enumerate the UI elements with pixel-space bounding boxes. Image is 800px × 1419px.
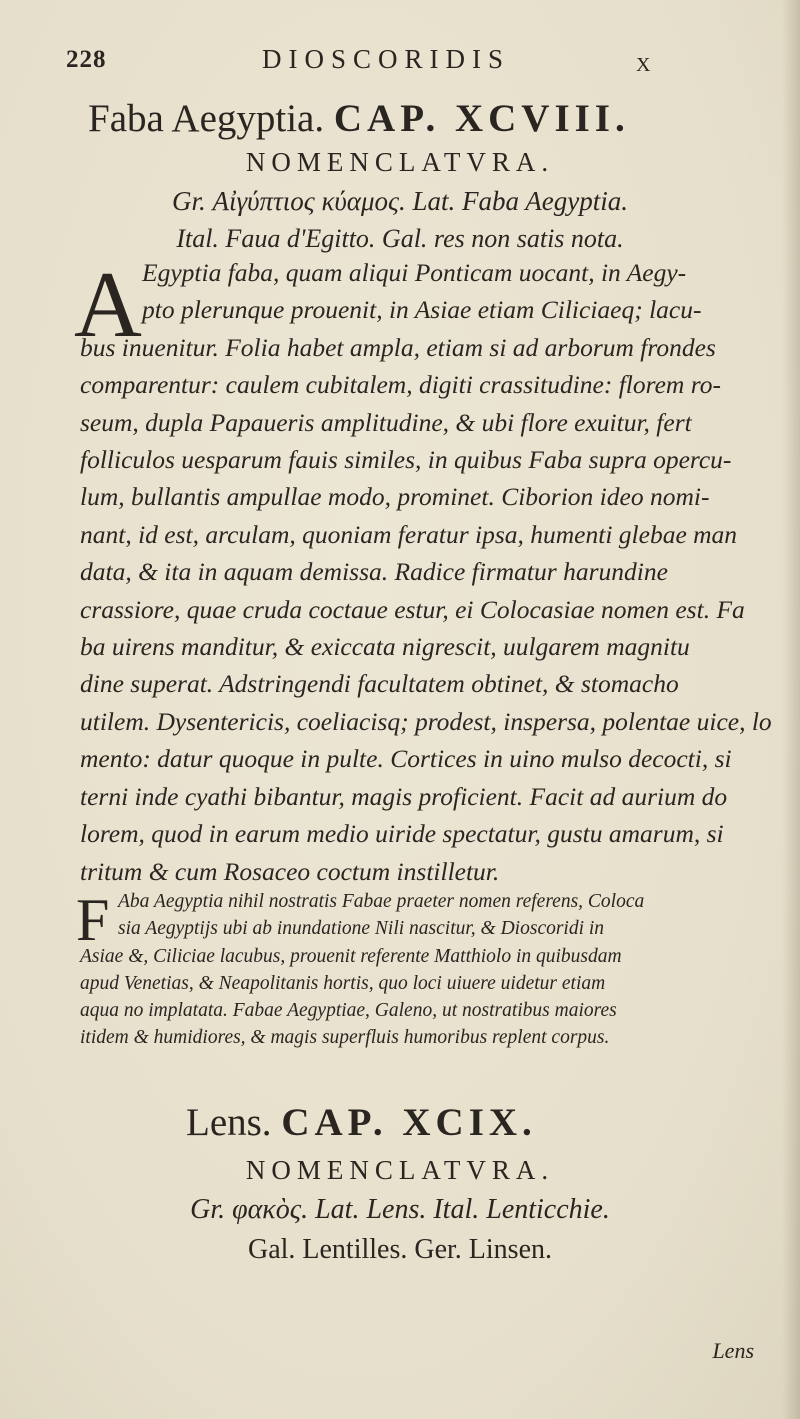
text-line: crassiore, quae cruda coctaue estur, ei Colocasiae nomen est. Fa [80, 594, 745, 624]
text-line: data, & ita in aquam demissa. Radice firmatur harundine [80, 557, 668, 587]
commentary-line: apud Venetias, & Neapolitanis hortis, quo loci uiuere uidetur etiam [80, 972, 606, 994]
text-line: terni inde cyathi bibantur, magis proficient. Facit ad aurium do [80, 781, 728, 811]
text-line: pto plerunque prouenit, in Asiae etiam Ciliciaeq; lacu- [142, 295, 702, 325]
commentary-line: Aba Aegyptia nihil nostratis Fabae praeter nomen referens, Coloca [118, 891, 645, 912]
page-number: 228 [66, 46, 107, 73]
synonyms-text: Gr. Αἰγύπτιος κύαμος. Lat. Faba Aegyptia. [172, 186, 628, 216]
text-line: ba uirens manditur, & exiccata nigrescit, uulgarem magnitu [80, 632, 690, 662]
synonyms-line [0, 224, 800, 254]
synonyms-line [0, 1234, 800, 1266]
catchword: Lens [712, 1338, 754, 1363]
nomenclatura-heading: NOMENCLATVRA. [245, 1155, 555, 1185]
chapter-heading [88, 96, 768, 142]
text-line: lum, bullantis ampullae modo, prominet. Ciborion ideo nomi- [80, 482, 710, 512]
text-line: folliculos uesparum fauis similes, in quibus Faba supra opercu- [80, 445, 732, 475]
chapter-text [74, 253, 772, 890]
chapter-number: CAP. XCVIII. [333, 97, 630, 140]
commentary-line: aqua no implatata. Fabae Aegyptiae, Galeno, ut nostratibus maiores [80, 1000, 617, 1022]
commentary-line: sia Aegyptijs ubi ab inundatione Nili nascitur, & Dioscoridi in [118, 918, 605, 940]
synonyms-line [0, 1194, 800, 1226]
synonyms-text: Ital. Faua d'Egitto. Gal. res non satis nota. [176, 224, 624, 253]
drop-cap-initial: A [74, 253, 142, 357]
text-line: comparentur: caulem cubitalem, digiti crassitudine: florem ro- [80, 370, 721, 400]
synonyms-text: Gr. φακὸς. Lat. Lens. Ital. Lenticchie. [190, 1194, 610, 1225]
running-title: DIOSCORIDIS [262, 44, 511, 74]
nomenclatura-heading: NOMENCLATVRA. [245, 147, 555, 177]
text-line: lorem, quod in earum medio uiride spectatur, gustu amarum, si [80, 819, 724, 849]
synonyms-line [0, 186, 800, 217]
text-line: utilem. Dysentericis, coeliacisq; prodest, inspersa, polentae uice, lo [80, 706, 772, 736]
commentary-text [76, 887, 770, 1052]
text-line: seum, dupla Papaueris amplitudine, & ubi flore exuitur, fert [80, 407, 692, 437]
chapter-name: Lens. [186, 1101, 272, 1144]
text-line: mento: datur quoque in pulte. Cortices in uino mulso decocti, si [80, 744, 732, 774]
text-line: tritum & cum Rosaceo coctum instilletur. [80, 856, 500, 886]
text-line: dine superat. Adstringendi facultatem obtinet, & stomacho [80, 669, 679, 699]
text-line: nant, id est, arculam, quoniam feratur ipsa, humenti glebae man [80, 519, 738, 549]
chapter-heading [186, 1100, 800, 1146]
commentary-drop-cap: F [76, 887, 110, 953]
running-head [66, 44, 756, 80]
synonyms-text: Gal. Lentilles. Ger. Linsen. [247, 1234, 553, 1265]
running-mark: X [636, 54, 651, 76]
commentary-line: itidem & humidiores, & magis superfluis humoribus replent corpus. [80, 1027, 610, 1049]
commentary-line: Asiae &, Ciliciae lacubus, prouenit referente Matthiolo in quibusdam [80, 945, 622, 967]
text-line: Egyptia faba, quam aliqui Ponticam uocant, in Aegy- [142, 258, 687, 287]
text-line: bus inuenitur. Folia habet ampla, etiam si ad arborum frondes [80, 332, 716, 362]
chapter-name: Faba Aegyptia. [88, 97, 325, 140]
chapter-number: CAP. XCIX. [281, 1101, 537, 1144]
